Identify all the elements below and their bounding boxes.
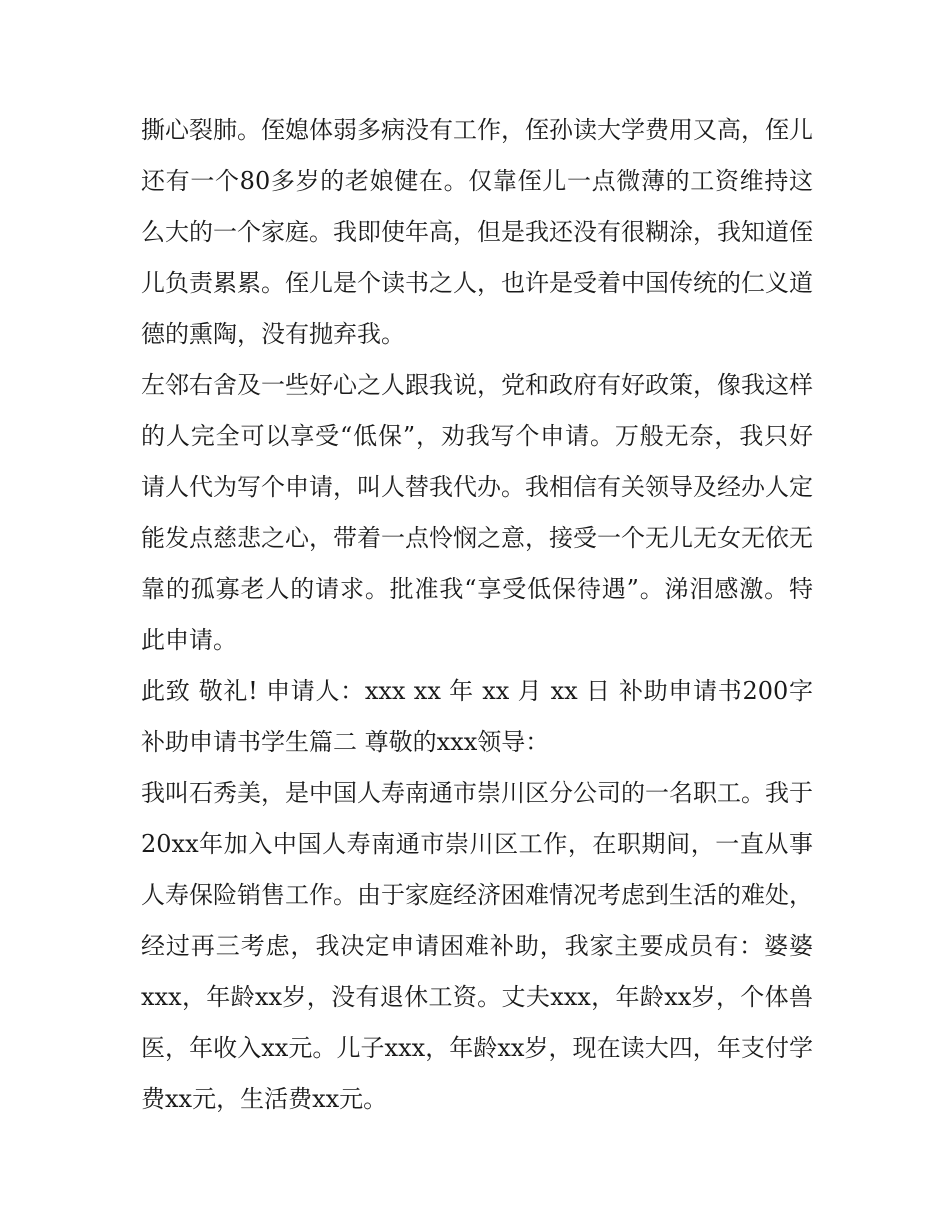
paragraph-4: 我叫石秀美，是中国人寿南通市崇川区分公司的一名职工。我于20xx年加入中国人寿南通市崇川区工作，在职期间，一直从事人寿保险销售工作。由于家庭经济困难情况考虑到生活的难处，经过再三考虑，我决定申请困难补助，我家主要成员有：婆婆xxx，年龄xx岁，没有退休工资。丈夫xxx，年龄xx岁，个体兽医，年收入xx元。儿子xxx，年龄xx岁，现在读大四，年支付学费xx元，生活费xx元。 xyxy=(141,779,813,1113)
paragraph-1: 撕心裂肺。侄媳体弱多病没有工作，侄孙读大学费用又高，侄儿还有一个80多岁的老娘健在。仅靠侄儿一点微薄的工资维持这么大的一个家庭。我即使年高，但是我还没有很糊涂，我知道侄儿负责累累。侄儿是个读书之人，也许是受着中国传统的仁义道德的熏陶，没有抛弃我。 xyxy=(141,116,813,348)
paragraph-3: 此致 敬礼! 申请人：xxx xx 年 xx 月 xx 日 补助申请书200字 补助申请书学生篇二 尊敬的xxx领导： xyxy=(141,677,813,756)
paragraph-2: 左邻右舍及一些好心之人跟我说，党和政府有好政策，像我这样的人完全可以享受“低保”，劝我写个申请。万般无奈，我只好请人代为写个申请，叫人替我代办。我相信有关领导及经办人定能发点慈悲之心，带着一点怜悯之意，接受一个无儿无女无依无靠的孤寡老人的请求。批准我“享受低保待遇”。涕泪感激。特此申请。 xyxy=(141,371,813,654)
document-body xyxy=(141,105,813,1125)
